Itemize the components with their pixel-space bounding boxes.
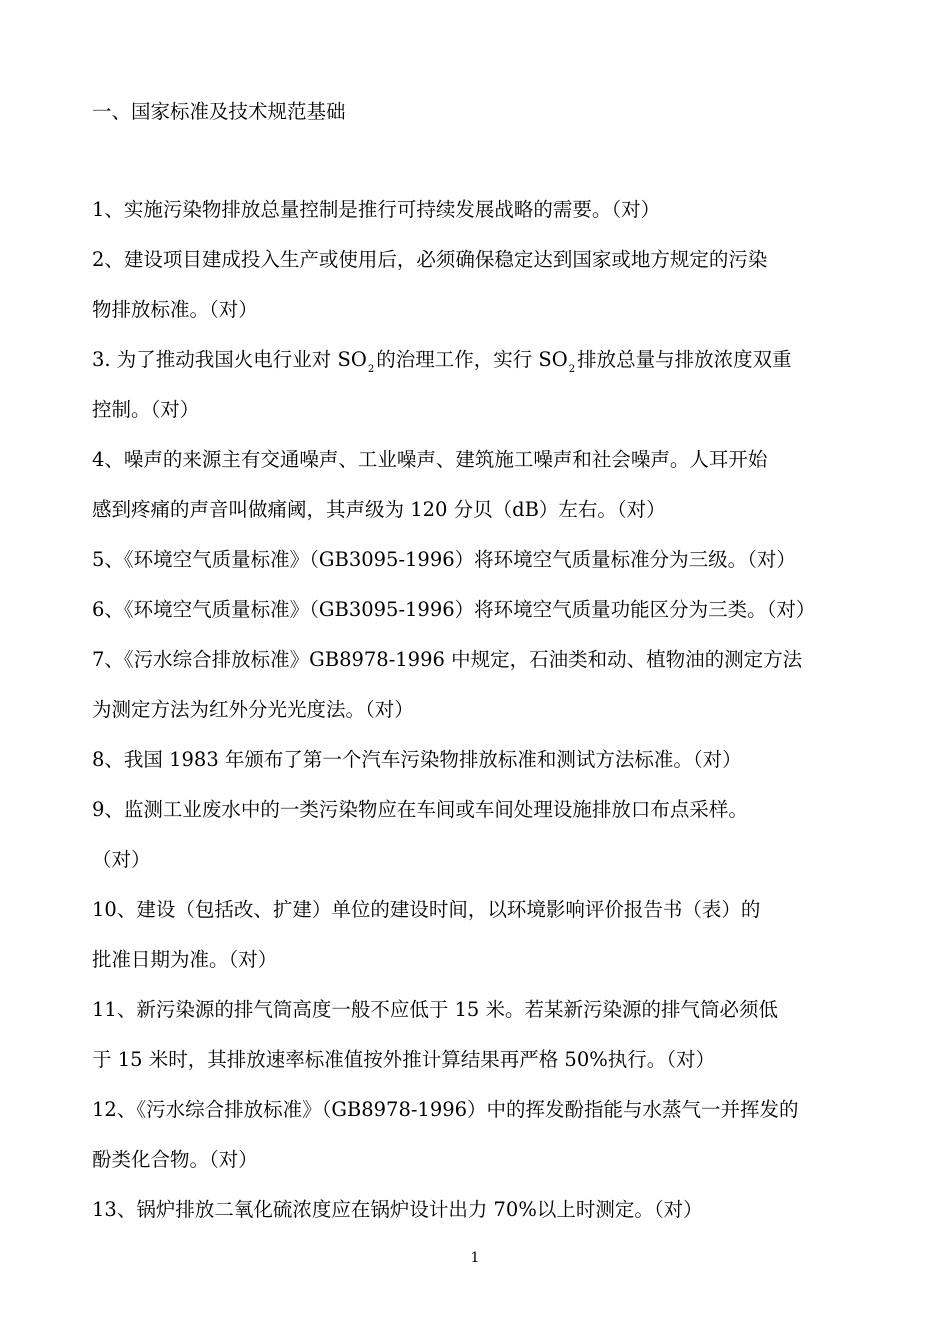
text-line: 13、锅炉排放二氧化硫浓度应在锅炉设计出力 70%以上时测定。（对） xyxy=(92,1198,703,1221)
text-line: 9、监测工业废水中的一类污染物应在车间或车间处理设施排放口布点采样。 xyxy=(92,798,748,821)
text-line: 7、《污水综合排放标准》GB8978-1996 中规定，石油类和动、植物油的测定方法 xyxy=(92,648,803,671)
text-line: 于 15 米时，其排放速率标准值按外推计算结果再严格 50%执行。（对） xyxy=(92,1048,716,1071)
text-line: 10、建设（包括改、扩建）单位的建设时间，以环境影响评价报告书（表）的 xyxy=(92,898,761,921)
question-list xyxy=(92,195,864,1245)
section-heading: 一、国家标准及技术规范基础 xyxy=(92,100,346,123)
text-line: 酚类化合物。（对） xyxy=(92,1148,258,1171)
text-segment: 3. 为了推动我国火电行业对 SO xyxy=(92,348,367,371)
text-line: 2、建设项目建成投入生产或使用后，必须确保稳定达到国家或地方规定的污染 xyxy=(92,248,768,271)
text-line: 物排放标准。（对） xyxy=(92,298,258,321)
text-line: 批准日期为准。（对） xyxy=(92,948,278,971)
text-line: 控制。（对） xyxy=(92,398,200,421)
page-number: 1 xyxy=(470,1250,480,1266)
text-line: 11、新污染源的排气筒高度一般不应低于 15 米。若某新污染源的排气筒必须低 xyxy=(92,998,779,1021)
text-line: 5、《环境空气质量标准》（GB3095-1996）将环境空气质量标准分为三级。（对） xyxy=(92,548,796,571)
text-line: 8、我国 1983 年颁布了第一个汽车污染物排放标准和测试方法标准。（对） xyxy=(92,748,742,771)
text-line: 12、《污水综合排放标准》（GB8978-1996）中的挥发酚指能与水蒸气一并挥发的 xyxy=(92,1098,799,1121)
text-line: 6、《环境空气质量标准》（GB3095-1996）将环境空气质量功能区分为三类。（对） xyxy=(92,598,816,621)
subscript: 2 xyxy=(367,364,375,375)
text-line: 为测定方法为红外分光光度法。（对） xyxy=(92,698,414,721)
subscript: 2 xyxy=(568,364,576,375)
text-line: 4、噪声的来源主有交通噪声、工业噪声、建筑施工噪声和社会噪声。人耳开始 xyxy=(92,448,768,471)
text-line-so2 xyxy=(92,345,864,395)
text-segment: 排放总量与排放浓度双重 xyxy=(577,348,792,371)
text-line: （对） xyxy=(92,848,151,871)
text-line: 1、实施污染物排放总量控制是推行可持续发展战略的需要。（对） xyxy=(92,198,661,221)
text-line: 感到疼痛的声音叫做痛阈，其声级为 120 分贝（dB）左右。（对） xyxy=(92,498,666,521)
text-segment: 的治理工作，实行 SO xyxy=(376,348,568,371)
